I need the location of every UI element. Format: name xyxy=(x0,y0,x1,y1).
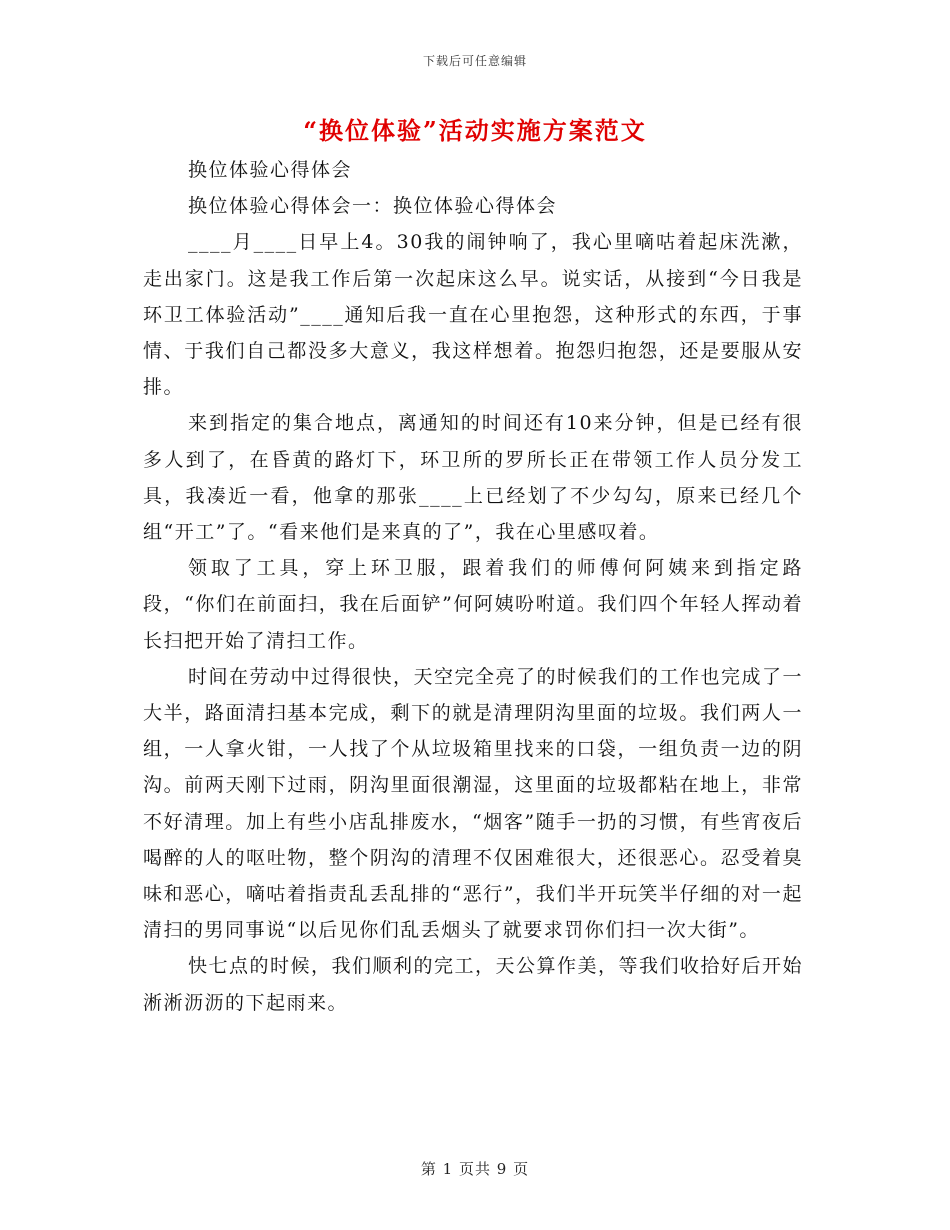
paragraph-body-4: 时间在劳动中过得很快，天空完全亮了的时候我们的工作也完成了一大半，路面清扫基本完成，剩下的就是清理阴沟里面的垃圾。我们两人一组，一人拿火钳，一人找了个从垃圾箱里找来的口袋，一组负责一边的阴沟。前两天刚下过雨，阴沟里面很潮湿，这里面的垃圾都粘在地上，非常不好清理。加上有些小店乱排废水，“烟客”随手一扔的习惯，有些宵夜后喝醉的人的呕吐物，整个阴沟的清理不仅困难很大，还很恶心。忍受着臭味和恶心，嘀咕着指责乱丢乱排的“恶行”，我们半开玩笑半仔细的对一起清扫的男同事说“以后见你们乱丢烟头了就要求罚你们扫一次大街”。 xyxy=(143,665,804,942)
paragraph-body-3: 领取了工具，穿上环卫服，跟着我们的师傅何阿姨来到指定路段，“你们在前面扫，我在后面铲”何阿姨吩咐道。我们四个年轻人挥动着长扫把开始了清扫工作。 xyxy=(143,557,803,652)
document-title: “换位体验”活动实施方案范文 xyxy=(303,116,647,145)
paragraph-body-2: 来到指定的集合地点，离通知的时间还有10来分钟，但是已经有很多人到了，在昏黄的路灯下，环卫所的罗所长正在带领工作人员分发工具，我凑近一看，他拿的那张____上已经划了不少勾勾，原来已经几个组“开工”了。“看来他们是来真的了”，我在心里感叹着。 xyxy=(143,412,803,544)
page-footer-number: 第 1 页共 9 页 xyxy=(420,1160,530,1178)
paragraph-body-1: ____月____日早上4。30我的闹钟响了，我心里嘀咕着起床洗漱，走出家门。这是我工作后第一次起床这么早。说实话，从接到“今日我是环卫工体验活动”____通知后我一直在心里抱怨，这种形式的东西，于事情、于我们自己都没多大意义，我这样想着。抱怨归抱怨，还是要服从安排。 xyxy=(143,231,803,399)
page-header-note: 下载后可任意编辑 xyxy=(422,54,527,68)
paragraph-body-5: 快七点的时候，我们顺利的完工，天公算作美，等我们收拾好后开始淅淅沥沥的下起雨来。 xyxy=(143,955,804,1014)
paragraph-subheading: 换位体验心得体会 xyxy=(188,159,353,181)
paragraph-section-heading: 换位体验心得体会一：换位体验心得体会 xyxy=(188,195,558,218)
document-body xyxy=(143,152,803,1021)
